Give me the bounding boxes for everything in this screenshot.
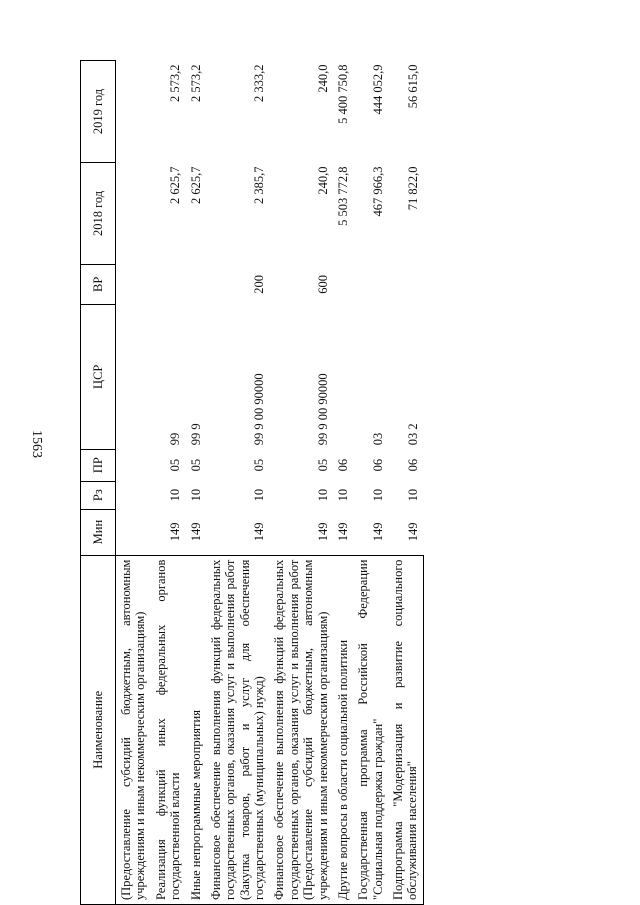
row-2018: 467 966,3	[370, 166, 385, 217]
row-2019: 56 615,0	[405, 64, 420, 109]
row-2019: 2 573,2	[168, 64, 183, 102]
row-name: (Предоставление субсидий бюджетным, автономным учреждениям и иным некоммерческим организациям)	[116, 555, 151, 904]
header-row	[81, 61, 116, 905]
row-2019: 444 052,9	[370, 64, 385, 115]
row-csr: 03	[370, 432, 385, 446]
row-2019: 2 333,2	[252, 64, 266, 102]
table-row	[333, 61, 353, 905]
row-vr	[388, 264, 423, 304]
row-min	[116, 509, 151, 555]
row-pr: 05	[315, 458, 330, 472]
row-vr	[333, 264, 353, 304]
row-name: Другие вопросы в области социальной политики	[333, 555, 353, 904]
row-csr: 99 9	[188, 423, 203, 446]
row-pr	[116, 449, 151, 481]
table-row	[186, 61, 206, 905]
row-vr	[186, 264, 206, 304]
row-2018: 71 822,0	[405, 166, 420, 211]
row-2018: 240,0	[315, 166, 330, 195]
header-2018: 2018 год	[81, 162, 116, 264]
row-min: 149	[188, 522, 203, 542]
row-csr: 03 2	[405, 423, 420, 446]
row-pr: 06	[370, 458, 385, 472]
header-name: Наименование	[81, 555, 116, 904]
table-row	[151, 61, 186, 905]
header-csr: ЦСР	[81, 304, 116, 449]
row-name: Финансовое обеспечение выполнения функций федеральных государственных органов, оказания услуг и выполнения работ (Закупка товаров, работ и услуг для обеспечения государственных (муниципальных) нужд)	[206, 555, 270, 904]
row-vr	[116, 264, 151, 304]
table-row	[388, 61, 423, 905]
row-2018	[116, 162, 151, 264]
row-rz: 10	[370, 488, 385, 502]
row-vr: 200	[252, 275, 266, 294]
header-min: Мин	[81, 509, 116, 555]
row-2018: 5 503 772,8	[335, 166, 350, 226]
row-name: Подпрограмма "Модернизация и развитие социального обслуживания населения"	[388, 555, 423, 904]
table-row	[269, 61, 333, 905]
row-min: 149	[335, 522, 350, 542]
row-min: 149	[252, 522, 266, 542]
row-2018: 2 625,7	[168, 166, 183, 204]
row-min: 149	[168, 522, 183, 542]
row-vr	[151, 264, 186, 304]
row-2019: 2 573,2	[188, 64, 203, 102]
row-min: 149	[405, 522, 420, 542]
row-rz	[116, 481, 151, 509]
header-vr: ВР	[81, 264, 116, 304]
row-pr: 06	[335, 458, 350, 472]
row-vr	[353, 264, 388, 304]
row-2019: 5 400 750,8	[335, 64, 350, 124]
row-csr	[333, 304, 353, 449]
row-rz: 10	[188, 488, 203, 502]
header-2019: 2019 год	[81, 61, 116, 163]
row-2018: 2 385,7	[252, 166, 266, 204]
row-csr: 99 9 00 90000	[252, 373, 266, 446]
row-name: Финансовое обеспечение выполнения функций федеральных государственных органов, оказания услуг и выполнения работ (Предоставление субсидий бюджетным, автономным учреждениям и иным некоммерческим организациям)	[269, 555, 333, 904]
table-row	[353, 61, 388, 905]
header-rz: Рз	[81, 481, 116, 509]
row-pr: 06	[405, 458, 420, 472]
row-name: Иные непрограммные мероприятия	[186, 555, 206, 904]
row-min: 149	[370, 522, 385, 542]
row-pr: 05	[168, 458, 183, 472]
row-name: Государственная программа Российской Федерации "Социальная поддержка граждан"	[353, 555, 388, 904]
page-number: 1563	[29, 430, 44, 458]
table-row	[116, 61, 151, 905]
table-row	[206, 61, 270, 905]
row-name: Реализация функций иных федеральных органов государственной власти	[151, 555, 186, 904]
row-rz: 10	[168, 488, 183, 502]
header-pr: ПР	[81, 449, 116, 481]
row-rz: 10	[335, 488, 350, 502]
row-rz: 10	[252, 488, 266, 502]
row-2019	[116, 61, 151, 163]
row-csr	[116, 304, 151, 449]
row-csr: 99 9 00 90000	[315, 373, 330, 446]
row-pr: 05	[252, 458, 266, 472]
rotated-page	[80, 0, 640, 905]
row-min: 149	[315, 522, 330, 542]
row-2019: 240,0	[315, 64, 330, 93]
row-rz: 10	[315, 488, 330, 502]
row-pr: 05	[188, 458, 203, 472]
row-csr: 99	[168, 432, 183, 446]
row-rz: 10	[405, 488, 420, 502]
row-vr: 600	[315, 275, 330, 294]
row-2018: 2 625,7	[188, 166, 203, 204]
budget-table	[80, 60, 424, 905]
